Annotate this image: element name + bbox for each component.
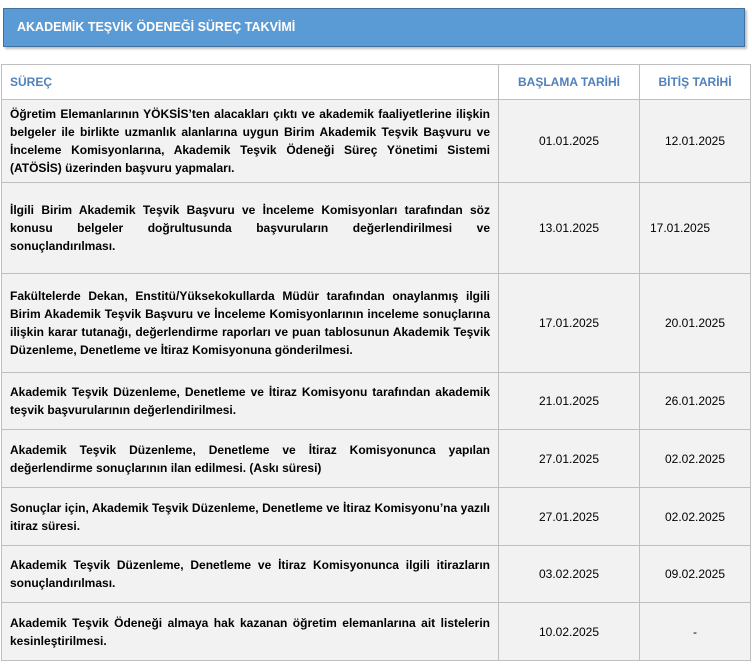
process-description: Fakültelerde Dekan, Enstitü/Yüksekokullarda Müdür tarafından onaylanmış ilgili Birim Akademik Teşvik Başvuru ve İnceleme Komisyonlarının inceleme sonuçlarına ilişkin karar tutanağı, değerlendirme raporları ve puan tablosunun Akademik Teşvik Düzenleme, Denetleme ve İtiraz Komisyonuna gönderilmesi. [2, 274, 499, 373]
process-description: Sonuçlar için, Akademik Teşvik Düzenleme, Denetleme ve İtiraz Komisyonu’na yazılı itiraz süresi. [2, 488, 499, 546]
end-date: 26.01.2025 [640, 373, 751, 430]
process-description: Akademik Teşvik Düzenleme, Denetleme ve İtiraz Komisyonunca ilgili itirazların sonuçlandırılması. [2, 546, 499, 603]
table-row [2, 100, 751, 183]
end-date: 02.02.2025 [640, 488, 751, 546]
process-calendar-table [1, 64, 751, 661]
end-date: 20.01.2025 [640, 274, 751, 373]
end-date: 17.01.2025 [640, 183, 751, 274]
process-description: Akademik Teşvik Ödeneği almaya hak kazanan öğretim elemanlarına ait listelerin kesinleştirilmesi. [2, 603, 499, 661]
start-date: 01.01.2025 [499, 100, 640, 183]
header-process: SÜREÇ [2, 65, 499, 100]
process-description: İlgili Birim Akademik Teşvik Başvuru ve İnceleme Komisyonları tarafından söz konusu belgeler doğrultusunda başvuruların değerlendirilmesi ve sonuçlandırılması. [2, 183, 499, 274]
start-date: 03.02.2025 [499, 546, 640, 603]
table-row [2, 373, 751, 430]
start-date: 13.01.2025 [499, 183, 640, 274]
process-description: Akademik Teşvik Düzenleme, Denetleme ve İtiraz Komisyonu tarafından akademik teşvik başvurularının değerlendirilmesi. [2, 373, 499, 430]
end-date: - [640, 603, 751, 661]
start-date: 17.01.2025 [499, 274, 640, 373]
start-date: 21.01.2025 [499, 373, 640, 430]
table-row [2, 546, 751, 603]
header-start-date: BAŞLAMA TARİHİ [499, 65, 640, 100]
process-description: Öğretim Elemanlarının YÖKSİS’ten alacakları çıktı ve akademik faaliyetlerine ilişkin belgeler ile birlikte uzmanlık alanlarına uygun Birim Akademik Teşvik Başvuru ve İnceleme Komisyonlarına, Akademik Teşvik Ödeneği Süreç Yönetimi Sistemi (ATÖSİS) üzerinden başvuru yapmaları. [2, 100, 499, 183]
table-row [2, 274, 751, 373]
start-date: 27.01.2025 [499, 430, 640, 488]
end-date: 02.02.2025 [640, 430, 751, 488]
process-description: Akademik Teşvik Düzenleme, Denetleme ve İtiraz Komisyonunca yapılan değerlendirme sonuçlarının ilan edilmesi. (Askı süresi) [2, 430, 499, 488]
table-row [2, 430, 751, 488]
end-date: 12.01.2025 [640, 100, 751, 183]
table-header-row [2, 65, 751, 100]
table-row [2, 488, 751, 546]
table-row [2, 603, 751, 661]
header-end-date: BİTİŞ TARİHİ [640, 65, 751, 100]
start-date: 27.01.2025 [499, 488, 640, 546]
end-date: 09.02.2025 [640, 546, 751, 603]
start-date: 10.02.2025 [499, 603, 640, 661]
table-row [2, 183, 751, 274]
page-title: AKADEMİK TEŞVİK ÖDENEĞİ SÜREÇ TAKVİMİ [3, 8, 745, 47]
